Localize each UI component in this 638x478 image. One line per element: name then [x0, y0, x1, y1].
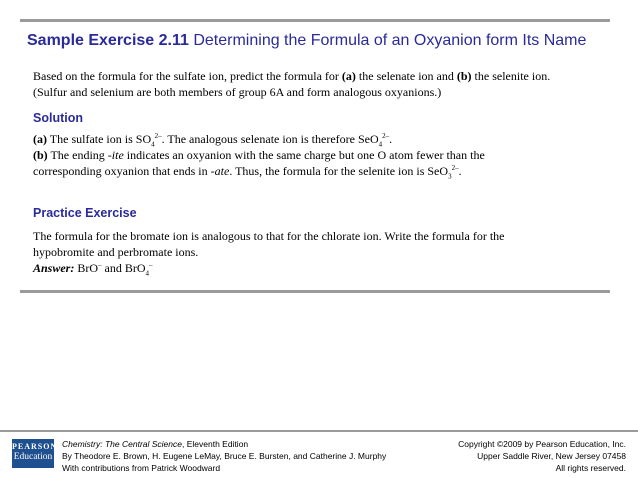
subscript: 4: [151, 140, 155, 149]
solution-text: The ending -: [47, 148, 112, 162]
copyright-line: Copyright ©2009 by Pearson Education, Inc.: [458, 439, 626, 449]
solution-text: indicates an oxyanion with the same charge but one O atom fewer than the: [123, 148, 485, 162]
problem-note: (Sulfur and selenium are both members of group 6A and form analogous oxyanions.): [33, 85, 442, 99]
solution-text: corresponding oxyanion that ends in -: [33, 164, 215, 178]
solution-body: [33, 131, 613, 179]
answer-text: BrO: [74, 261, 99, 275]
superscript: 2–: [154, 132, 162, 140]
publisher-address: Upper Saddle River, New Jersey 07458: [477, 451, 626, 461]
book-authors: By Theodore E. Brown, H. Eugene LeMay, Bruce E. Bursten, and Catherine J. Murphy: [62, 451, 387, 461]
suffix-ate: ate: [214, 164, 230, 178]
suffix-ite: ite: [111, 148, 124, 162]
solution-text: .: [458, 164, 462, 178]
title-rest: Determining the Formula of an Oxyanion form Its Name: [188, 32, 587, 49]
practice-text: The formula for the bromate ion is analogous to that for the chlorate ion. Write the formula for the: [33, 229, 505, 243]
superscript: –: [149, 261, 153, 269]
practice-body: [33, 228, 613, 276]
logo-top-text: PEARSON: [12, 442, 58, 451]
practice-text: hypobromite and perbromate ions.: [33, 245, 199, 259]
title-bold: Sample Exercise 2.11: [27, 32, 189, 49]
problem-statement: [33, 68, 613, 100]
pearson-logo: [12, 439, 58, 468]
subscript: 3: [448, 172, 452, 181]
part-a-label: (a): [341, 69, 356, 83]
answer-label: Answer:: [33, 261, 75, 275]
book-edition: , Eleventh Edition: [182, 439, 249, 449]
solution-text: . The analogous selenate ion is therefore SeO: [161, 132, 379, 146]
superscript: 2–: [451, 164, 459, 172]
book-contributors: With contributions from Patrick Woodward: [62, 463, 221, 473]
part-a-label: (a): [33, 132, 47, 146]
practice-heading: Practice Exercise: [33, 206, 137, 220]
solution-heading: Solution: [33, 111, 83, 125]
answer-text: and BrO: [101, 261, 146, 275]
solution-text: The sulfate ion is SO: [47, 132, 152, 146]
problem-text: Based on the formula for the sulfate ion, predict the formula for: [33, 69, 342, 83]
top-divider: [20, 19, 610, 22]
book-title: Chemistry: The Central Science: [62, 439, 182, 449]
problem-text: the selenate ion and: [355, 69, 457, 83]
content-divider: [20, 290, 610, 293]
footer-divider: [0, 430, 638, 432]
footer-citation: [62, 438, 386, 474]
problem-text: the selenite ion.: [471, 69, 551, 83]
rights-line: All rights reserved.: [555, 463, 626, 473]
superscript: 2–: [382, 132, 390, 140]
part-b-label: (b): [456, 69, 472, 83]
subscript: 4: [378, 140, 383, 149]
slide-title: [27, 32, 586, 50]
solution-text: .: [389, 132, 393, 146]
solution-text: . Thus, the formula for the selenite ion is SeO: [229, 164, 449, 178]
superscript: –: [98, 261, 102, 269]
footer-copyright: [458, 438, 626, 474]
subscript: 4: [145, 269, 150, 278]
part-b-label: (b): [33, 148, 48, 162]
logo-bottom-text: Education: [13, 452, 53, 462]
